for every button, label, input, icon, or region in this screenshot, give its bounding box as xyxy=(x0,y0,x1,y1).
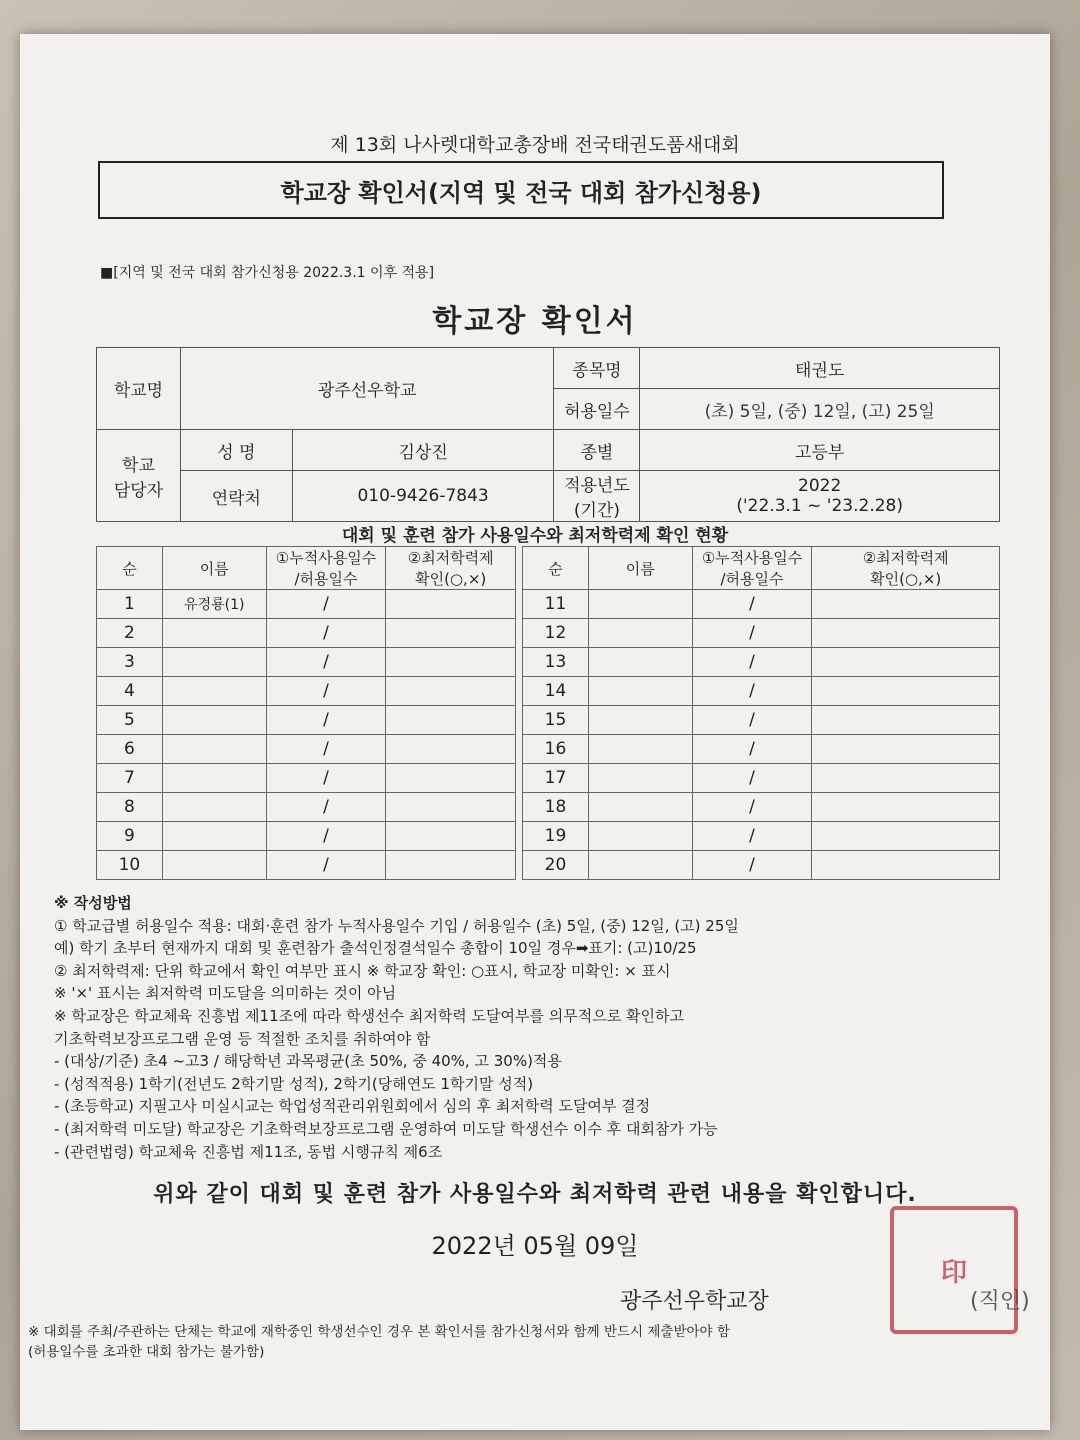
box-title: 학교장 확인서(지역 및 전국 대회 참가신청용) xyxy=(98,161,944,219)
row-name[interactable] xyxy=(162,648,266,677)
row-used[interactable]: / xyxy=(266,619,386,648)
footer-line-1: ※ 대회를 주최/주관하는 단체는 학교에 재학중인 학생선수인 경우 본 확인서를 참가신청서와 함께 반드시 제출받아야 함 xyxy=(28,1324,730,1340)
col-min xyxy=(386,547,516,590)
row-name-right[interactable] xyxy=(588,735,692,764)
column-separator xyxy=(516,851,523,880)
phone-label: 연락처 xyxy=(180,471,292,522)
col-min-1: ②최저학력제 xyxy=(407,549,494,567)
row-min-right[interactable] xyxy=(812,793,1000,822)
table-title: 대회 및 훈련 참가 사용일수와 최저학력제 확인 현황 xyxy=(341,526,729,546)
row-name[interactable] xyxy=(162,851,266,880)
contact-person-label xyxy=(97,430,181,522)
column-separator xyxy=(516,648,523,677)
note-line: ※ '×' 표시는 최저학력 미도달을 의미하는 것이 아님 xyxy=(54,984,397,1003)
row-name-right[interactable] xyxy=(588,648,692,677)
row-min[interactable] xyxy=(386,793,516,822)
table-row xyxy=(97,793,1000,822)
row-used[interactable]: / xyxy=(266,851,386,880)
column-separator xyxy=(516,822,523,851)
col-min-2-right: 확인(○,×) xyxy=(870,570,942,588)
seal-label: (직인) xyxy=(970,1289,1030,1314)
row-name-right[interactable] xyxy=(588,677,692,706)
note-line: 기초학력보장프로그램 운영 등 적절한 조치를 취하여야 함 xyxy=(54,1029,431,1048)
col-used-2: /허용일수 xyxy=(294,570,358,588)
row-used[interactable]: / xyxy=(266,590,386,619)
note-line: ※ 작성방법 xyxy=(54,894,132,912)
column-separator xyxy=(516,619,523,648)
year-value-2: ('22.3.1 ~ '23.2.28) xyxy=(736,496,903,516)
note-line: - (대상/기준) 초4 ~고3 / 해당학년 과목평균(초 50%, 중 40%, 고 30%)적용 xyxy=(54,1052,562,1071)
applied-note: ■[지역 및 전국 대회 참가신청용 2022.3.1 이후 적용] xyxy=(100,265,435,281)
allowed-value: (초) 5일, (중) 12일, (고) 25일 xyxy=(640,389,1000,430)
row-min-right[interactable] xyxy=(812,590,1000,619)
col-name-right: 이름 xyxy=(588,547,692,590)
row-used-right[interactable]: / xyxy=(692,648,812,677)
row-no-right[interactable]: 18 xyxy=(523,793,589,822)
row-used-right[interactable]: / xyxy=(692,851,812,880)
row-min-right[interactable] xyxy=(812,822,1000,851)
school-label: 학교명 xyxy=(97,348,181,430)
row-min-right[interactable] xyxy=(812,706,1000,735)
row-used[interactable]: / xyxy=(266,764,386,793)
allowed-label: 허용일수 xyxy=(554,389,640,430)
row-used-right[interactable]: / xyxy=(692,706,812,735)
division-value: 고등부 xyxy=(640,430,1000,471)
table-row xyxy=(97,735,1000,764)
phone-value: 010-9426-7843 xyxy=(292,471,554,522)
row-no[interactable]: 10 xyxy=(97,851,163,880)
row-min[interactable] xyxy=(386,764,516,793)
col-min-right xyxy=(812,547,1000,590)
contact-person-label-1: 학교 xyxy=(122,455,155,476)
row-min-right[interactable] xyxy=(812,677,1000,706)
footer-note xyxy=(28,1322,730,1362)
col-no: 순 xyxy=(97,547,163,590)
row-name[interactable] xyxy=(162,677,266,706)
participation-table xyxy=(96,546,1000,880)
doc-title: 학교장 확인서 xyxy=(432,304,638,339)
row-used-right[interactable]: / xyxy=(692,764,812,793)
column-separator xyxy=(516,735,523,764)
column-separator xyxy=(516,764,523,793)
row-no[interactable]: 7 xyxy=(97,764,163,793)
row-used-right[interactable]: / xyxy=(692,590,812,619)
row-no-right[interactable]: 20 xyxy=(523,851,589,880)
row-used[interactable]: / xyxy=(266,735,386,764)
row-used[interactable]: / xyxy=(266,706,386,735)
row-no[interactable]: 2 xyxy=(97,619,163,648)
year-label-1: 적용년도 xyxy=(564,476,630,496)
table-row xyxy=(97,590,1000,619)
event-title: 제 13회 나사렛대학교총장배 전국태권도품새대회 xyxy=(330,134,740,156)
row-min-right[interactable] xyxy=(812,735,1000,764)
column-separator xyxy=(516,677,523,706)
contact-person-label-2: 담당자 xyxy=(113,480,164,501)
column-separator xyxy=(516,547,523,590)
row-name-right[interactable] xyxy=(588,590,692,619)
row-used[interactable]: / xyxy=(266,793,386,822)
row-min[interactable] xyxy=(386,590,516,619)
sport-value: 태권도 xyxy=(640,348,1000,389)
note-line: - (최저학력 미도달) 학교장은 기초학력보장프로그램 운영하여 미도달 학생선수 이수 후 대회참가 가능 xyxy=(54,1119,718,1138)
row-name[interactable] xyxy=(162,822,266,851)
sport-label: 종목명 xyxy=(554,348,640,389)
row-used-right[interactable]: / xyxy=(692,822,812,851)
table-row xyxy=(97,822,1000,851)
row-min[interactable] xyxy=(386,706,516,735)
note-line: - (초등학교) 지필고사 미실시교는 학업성적관리위원회에서 심의 후 최저학력 도달여부 결정 xyxy=(54,1097,651,1116)
row-used-right[interactable]: / xyxy=(692,619,812,648)
row-name[interactable] xyxy=(162,764,266,793)
row-min-right[interactable] xyxy=(812,648,1000,677)
year-label xyxy=(554,471,640,522)
document-paper xyxy=(20,34,1050,1430)
column-separator xyxy=(516,706,523,735)
table-row xyxy=(97,706,1000,735)
note-line: - (관련법령) 학교체육 진흥법 제11조, 동법 시행규칙 제6조 xyxy=(54,1142,443,1161)
col-used xyxy=(266,547,386,590)
note-line: ① 학교급별 허용일수 적용: 대회·훈련 참가 누적사용일수 기입 / 허용일수 (초) 5일, (중) 12일, (고) 25일 xyxy=(54,916,739,935)
principal-name: 광주선우학교장 xyxy=(620,1289,769,1314)
table-row xyxy=(97,764,1000,793)
row-min[interactable] xyxy=(386,735,516,764)
row-name-right[interactable] xyxy=(588,851,692,880)
row-name-right[interactable] xyxy=(588,619,692,648)
row-used-right[interactable]: / xyxy=(692,677,812,706)
year-value xyxy=(640,471,1000,522)
row-name-right[interactable] xyxy=(588,706,692,735)
footer-line-2: (허용일수를 초과한 대회 참가는 불가함) xyxy=(28,1344,265,1360)
note-line: 예) 학기 초부터 현재까지 대회 및 훈련참가 출석인정결석일수 총합이 10일 경우➡표기: (고)10/25 xyxy=(54,939,697,958)
row-no[interactable]: 6 xyxy=(97,735,163,764)
table-row xyxy=(97,648,1000,677)
row-min-right[interactable] xyxy=(812,764,1000,793)
row-no[interactable]: 5 xyxy=(97,706,163,735)
column-separator xyxy=(516,590,523,619)
row-used[interactable]: / xyxy=(266,822,386,851)
row-no[interactable]: 4 xyxy=(97,677,163,706)
division-label: 종별 xyxy=(554,430,640,471)
row-name[interactable] xyxy=(162,793,266,822)
row-no-right[interactable]: 17 xyxy=(523,764,589,793)
row-no-right[interactable]: 14 xyxy=(523,677,589,706)
row-no-right[interactable]: 16 xyxy=(523,735,589,764)
name-label: 성 명 xyxy=(180,430,292,471)
row-used[interactable]: / xyxy=(266,677,386,706)
row-no[interactable]: 3 xyxy=(97,648,163,677)
note-line: ② 최저학력제: 단위 학교에서 확인 여부만 표시 ※ 학교장 확인: ○표시, 학교장 미확인: × 표시 xyxy=(54,961,671,980)
row-used-right[interactable]: / xyxy=(692,735,812,764)
row-min[interactable] xyxy=(386,677,516,706)
col-used-2-right: /허용일수 xyxy=(720,570,784,588)
note-line: ※ 학교장은 학교체육 진흥법 제11조에 따라 학생선수 최저학력 도달여부를 의무적으로 확인하고 xyxy=(54,1006,684,1025)
issue-date: 2022년 05월 09일 xyxy=(431,1232,639,1260)
row-no-right[interactable]: 13 xyxy=(523,648,589,677)
row-min-right[interactable] xyxy=(812,851,1000,880)
year-label-2: (기간) xyxy=(573,501,620,521)
row-used[interactable]: / xyxy=(266,648,386,677)
col-used-1-right: ①누적사용일수 xyxy=(701,549,803,567)
row-min[interactable] xyxy=(386,851,516,880)
school-seal-stamp: 印 xyxy=(890,1206,1018,1334)
col-no-right: 순 xyxy=(523,547,589,590)
info-table xyxy=(96,347,1000,522)
row-name[interactable] xyxy=(162,706,266,735)
row-no[interactable]: 8 xyxy=(97,793,163,822)
year-value-1: 2022 xyxy=(798,476,842,496)
school-value: 광주선우학교 xyxy=(180,348,554,430)
col-min-1-right: ②최저학력제 xyxy=(862,549,949,567)
col-used-right xyxy=(692,547,812,590)
row-name-right[interactable] xyxy=(588,822,692,851)
row-name[interactable] xyxy=(162,619,266,648)
row-no-right[interactable]: 12 xyxy=(523,619,589,648)
row-no-right[interactable]: 15 xyxy=(523,706,589,735)
row-no-right[interactable]: 19 xyxy=(523,822,589,851)
confirm-text: 위와 같이 대회 및 훈련 참가 사용일수와 최저학력 관련 내용을 확인합니다. xyxy=(153,1182,917,1207)
row-no[interactable]: 1 xyxy=(97,590,163,619)
writing-notes xyxy=(54,892,739,1163)
row-name-right[interactable] xyxy=(588,764,692,793)
row-min-right[interactable] xyxy=(812,619,1000,648)
col-min-2: 확인(○,×) xyxy=(415,570,487,588)
table-row xyxy=(97,619,1000,648)
table-row xyxy=(97,851,1000,880)
row-used-right[interactable]: / xyxy=(692,793,812,822)
row-name[interactable]: 유경룡(1) xyxy=(162,590,266,619)
row-no[interactable]: 9 xyxy=(97,822,163,851)
row-min[interactable] xyxy=(386,648,516,677)
row-no-right[interactable]: 11 xyxy=(523,590,589,619)
row-name-right[interactable] xyxy=(588,793,692,822)
name-value: 김상진 xyxy=(292,430,554,471)
table-row xyxy=(97,677,1000,706)
note-line: - (성적적용) 1학기(전년도 2학기말 성적), 2학기(당해연도 1학기말 성적) xyxy=(54,1074,534,1093)
column-separator xyxy=(516,793,523,822)
row-min[interactable] xyxy=(386,822,516,851)
row-min[interactable] xyxy=(386,619,516,648)
col-name: 이름 xyxy=(162,547,266,590)
col-used-1: ①누적사용일수 xyxy=(275,549,377,567)
row-name[interactable] xyxy=(162,735,266,764)
